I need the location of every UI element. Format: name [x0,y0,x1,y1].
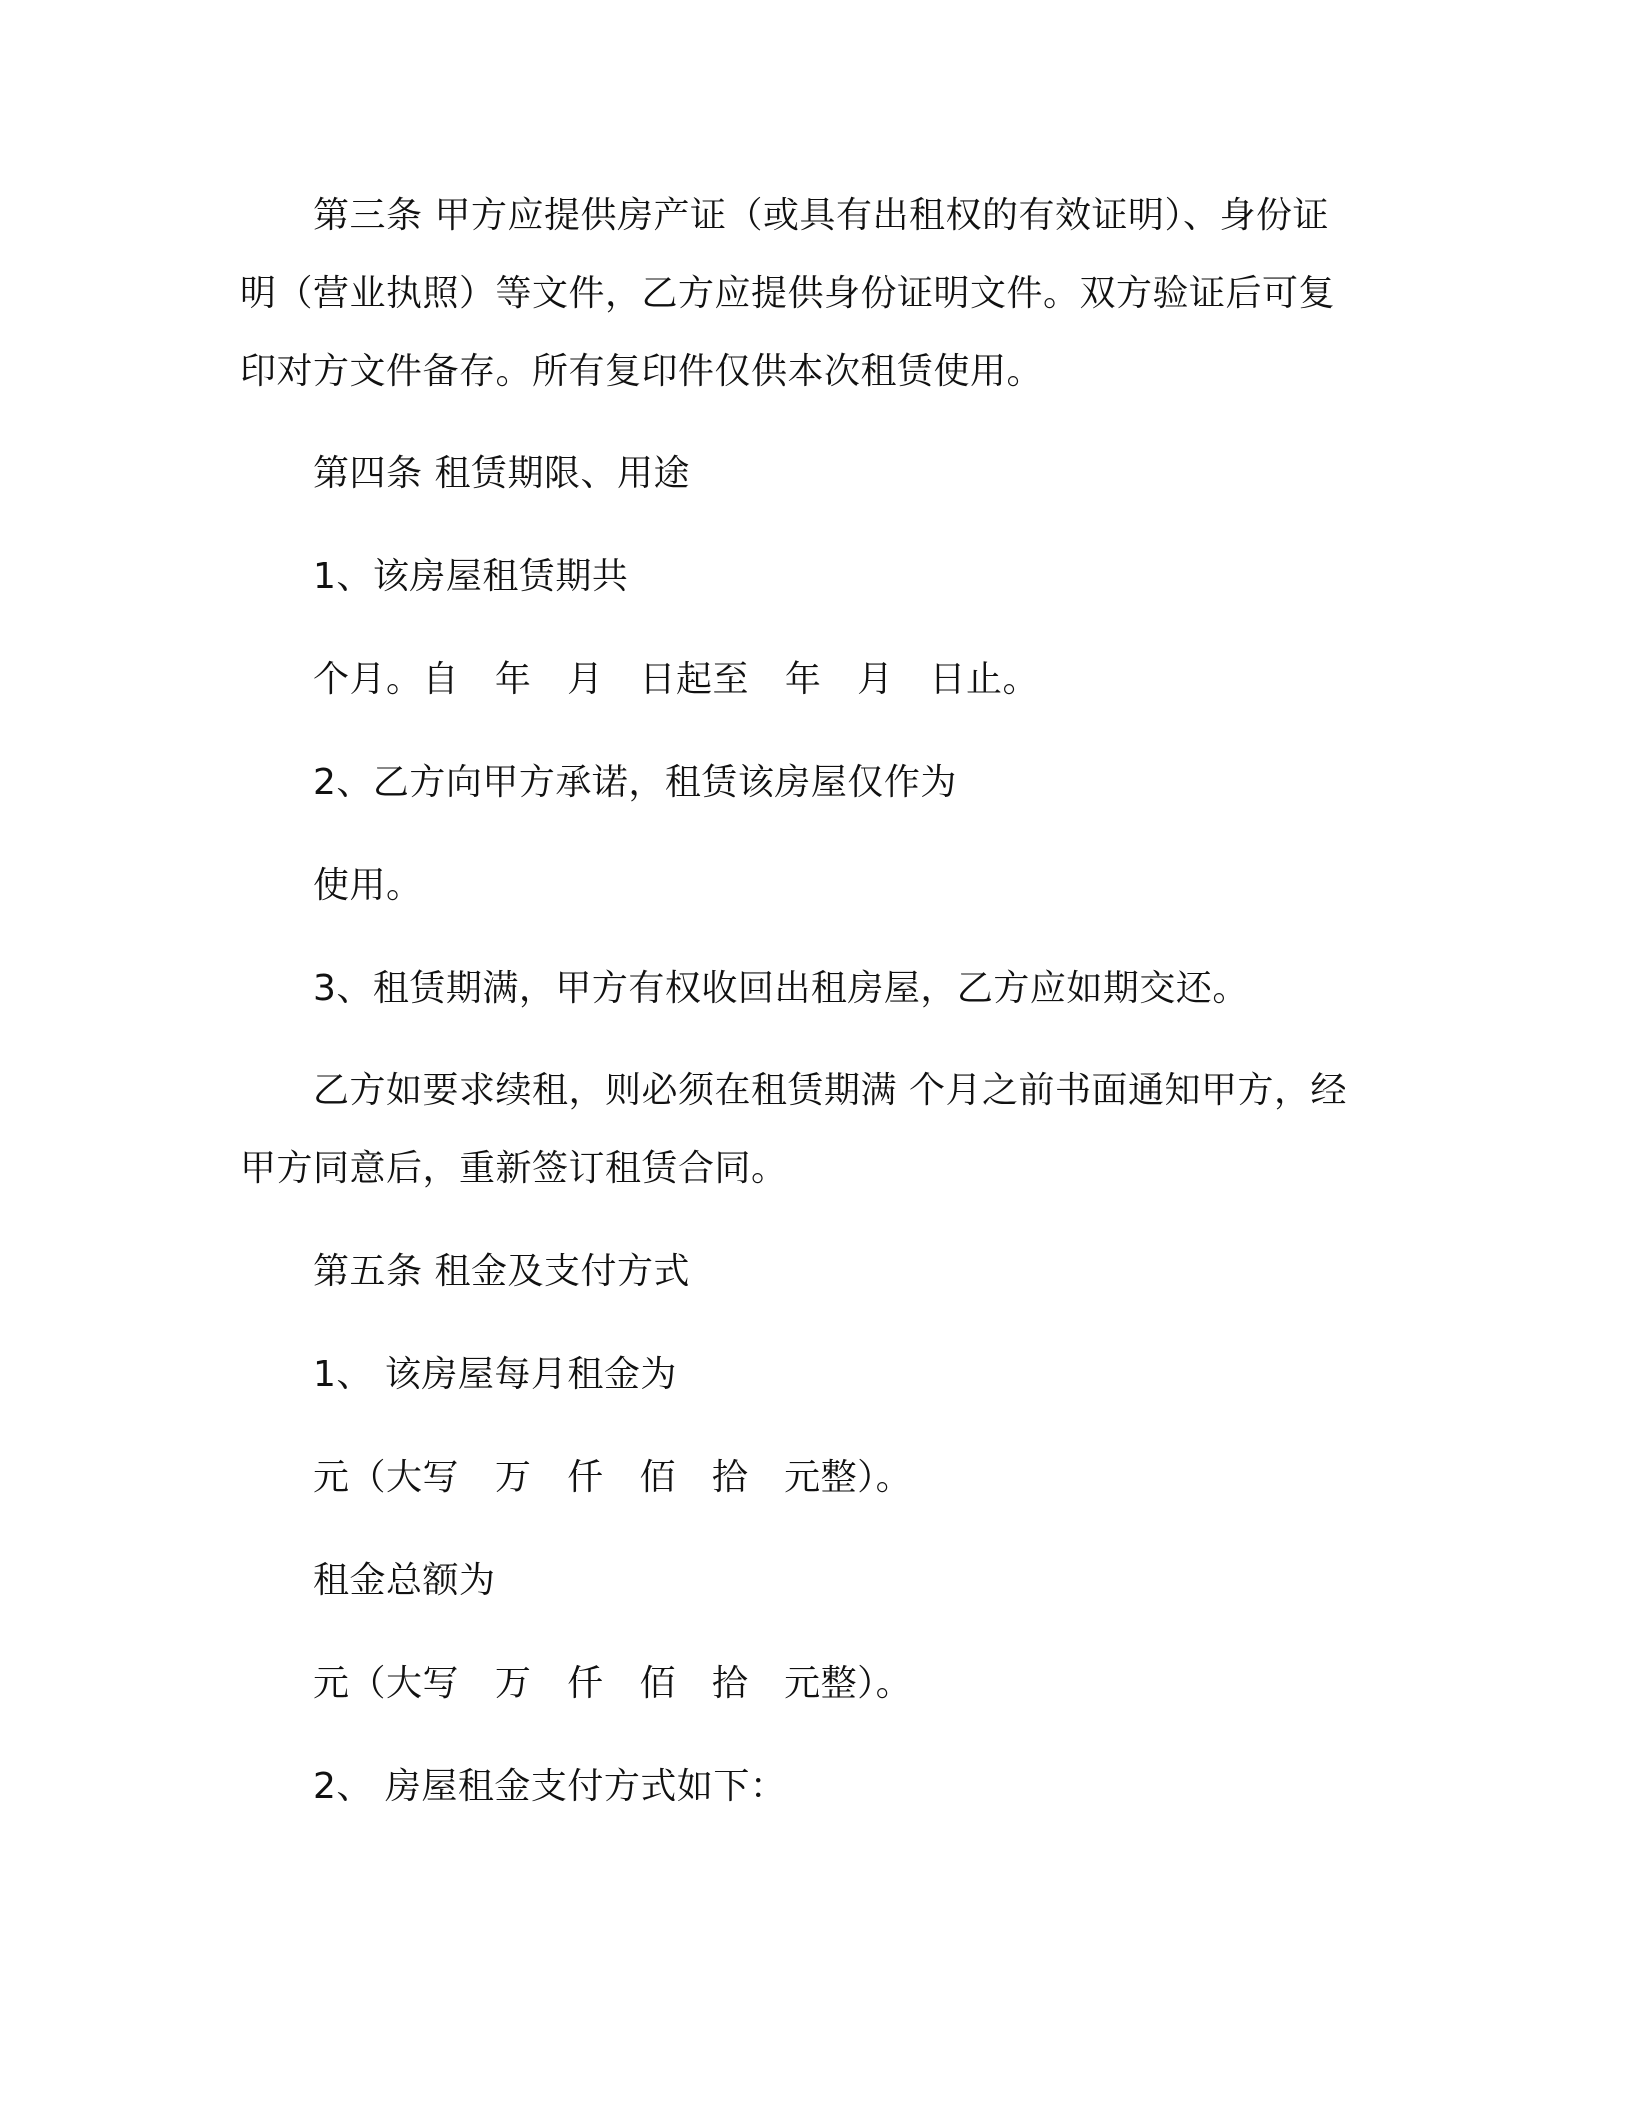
article4-item3: 3、租赁期满，甲方有权收回出租房屋，乙方应如期交还。 [313,968,1249,1009]
article4-renewal-line2: 甲方同意后，重新签订租赁合同。 [240,1148,788,1189]
article4-item1: 1、该房屋租赁期共 [313,556,629,597]
article4-renewal-line1: 乙方如要求续租，则必须在租赁期满 个月之前书面通知甲方，经 [313,1070,1347,1111]
article4-heading: 第四条 租赁期限、用途 [313,453,690,494]
article3-line3: 印对方文件备存。所有复印件仅供本次租赁使用。 [240,351,1044,392]
article5-item1: 1、 该房屋每月租金为 [313,1354,677,1395]
article4-item2-continuation: 使用。 [313,865,423,906]
article5-total-label: 租金总额为 [313,1560,496,1601]
article5-heading: 第五条 租金及支付方式 [313,1251,690,1292]
article4-item1-continuation: 个月。自 年 月 日起至 年 月 日止。 [313,659,1039,700]
article3-line1: 第三条 甲方应提供房产证（或具有出租权的有效证明）、身份证 [313,195,1329,236]
article3-line2: 明（营业执照）等文件，乙方应提供身份证明文件。双方验证后可复 [240,273,1336,314]
article5-item2: 2、 房屋租金支付方式如下： [313,1766,787,1807]
article5-total-continuation: 元（大写 万 仟 佰 拾 元整）。 [313,1663,913,1704]
article5-item1-continuation: 元（大写 万 仟 佰 拾 元整）。 [313,1457,913,1498]
article4-item2: 2、乙方向甲方承诺，租赁该房屋仅作为 [313,762,957,803]
